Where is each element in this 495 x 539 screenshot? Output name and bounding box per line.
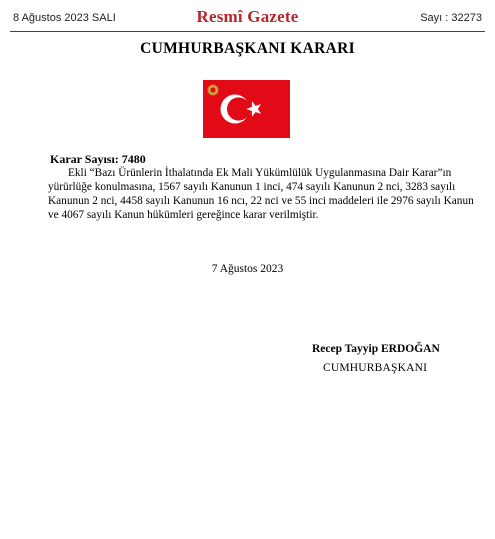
masthead-title: Resmî Gazete: [196, 7, 299, 26]
body-line: Kanunun 2 nci, 4458 sayılı Kanunun 16 ncı, 22 nci ve 55 inci maddeleri ile 2976 sayılı Kanun: [48, 195, 474, 207]
body-line: ve 4067 sayılı Kanun hükümleri gereğince karar verilmiştir.: [48, 209, 319, 221]
body-line: Ekli “Bazı Ürünlerin İthalatında Ek Mali Yükümlülük Uygulanmasına Dair Karar”ın: [68, 167, 452, 179]
header-divider: [10, 31, 485, 32]
decree-date: 7 Ağustos 2023: [211, 263, 284, 275]
signatory-name: Recep Tayyip ERDOĞAN: [312, 343, 440, 355]
issue-number: Sayı : 32273: [420, 12, 482, 24]
header-date: 8 Ağustos 2023 SALI: [13, 12, 116, 24]
presidential-seal-icon: [207, 84, 219, 96]
signatory-title: CUMHURBAŞKANI: [323, 362, 428, 374]
decree-number: Karar Sayısı: 7480: [50, 152, 146, 166]
body-line: yürürlüğe konulmasına, 1567 sayılı Kanunun 1 inci, 474 sayılı Kanunun 2 nci, 3283 sayılı: [48, 181, 456, 193]
decree-title: CUMHURBAŞKANI KARARI: [140, 40, 355, 57]
decree-body: [48, 166, 475, 222]
